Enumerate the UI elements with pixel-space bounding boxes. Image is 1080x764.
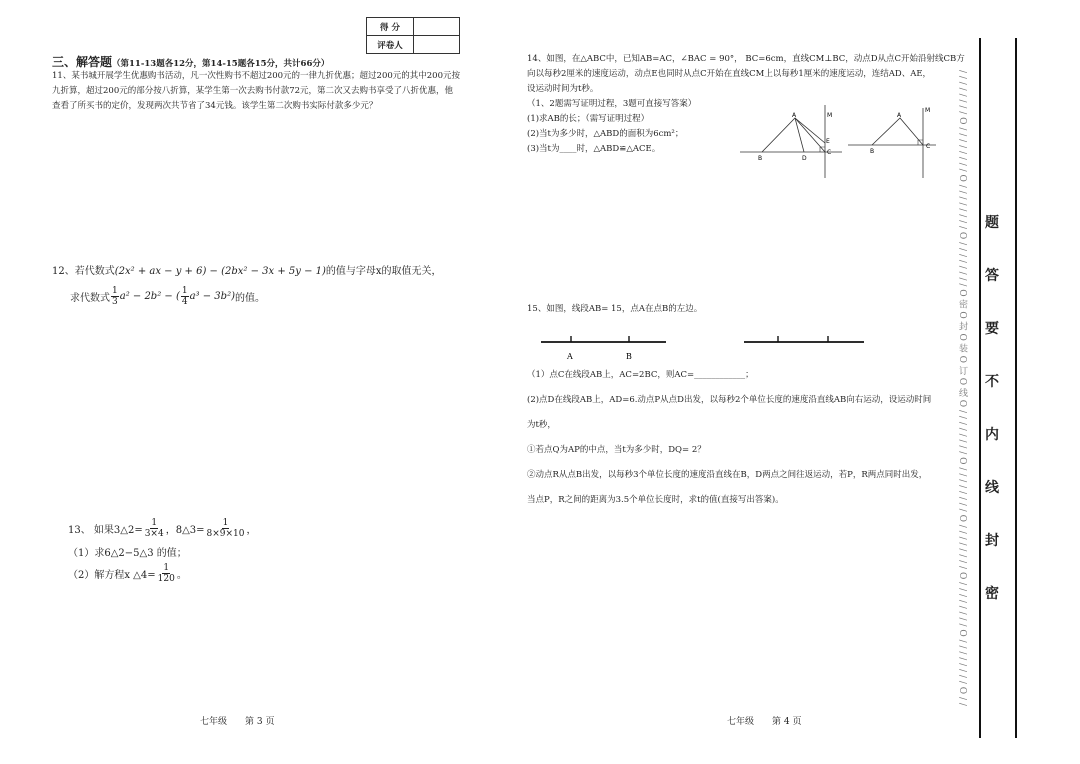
segment-label-b: B	[626, 352, 632, 361]
margin-char: 密	[985, 586, 999, 602]
q13-part2-end: 。	[176, 570, 187, 581]
q13-fraction-1	[144, 518, 165, 539]
q13-end: ，	[246, 525, 257, 536]
q15-line: (2)点D在线段AB上，AD=6.动点P从点D出发，以每秒2个单位长度的速度沿直线AB向右运动，设运动时间	[527, 395, 932, 405]
q12-fraction-1	[111, 286, 119, 307]
fig2-label-c: C	[926, 143, 931, 150]
q15-line: ①若点Q为AP的中点，当t为多少时，DQ= 2？	[527, 445, 706, 455]
question-13	[68, 518, 257, 584]
grader-label: 评卷人	[367, 36, 414, 54]
margin-char: 题	[985, 215, 999, 231]
fig1-label-a: A	[792, 112, 797, 119]
q12-expression: (2x² + ax − y + 6) − (2bx² − 3x + 5y − 1)	[114, 266, 326, 277]
q13-part1: （1）求6△2−5△3 的值；	[68, 548, 187, 559]
question-15-parts	[527, 363, 931, 513]
segment-figure-1	[540, 333, 670, 365]
fig1-label-e: E	[826, 138, 830, 145]
section-subtitle: （第11-13题各12分，第14-15题各15分，共计66分）	[112, 59, 330, 69]
margin-line-outer	[1015, 38, 1017, 738]
frac-num: 1	[222, 518, 229, 528]
margin-char: 封	[985, 533, 999, 549]
q14-line: 设运动时间为t秒。	[527, 84, 599, 94]
fig2-label-b: B	[870, 148, 875, 155]
q15-line: 为t秒，	[527, 420, 556, 430]
q15-line: 当点P，R之间的距离为3.5个单位长度时，求t的值(直接写出答案)。	[527, 495, 784, 505]
margin-char: 内	[985, 427, 999, 443]
q13-fraction-2	[206, 518, 246, 539]
q12-suffix: 的值与字母x的取值无关，	[325, 266, 442, 277]
segment-label-a: A	[567, 352, 573, 361]
q12-prefix: 12、若代数式	[52, 266, 115, 277]
q12-line2-prefix: 求代数式	[70, 293, 110, 304]
score-table	[366, 17, 460, 54]
footer-page-4: 七年级 第 4 页	[727, 717, 802, 727]
grader-cell[interactable]	[414, 36, 460, 54]
margin-char: 答	[985, 268, 999, 284]
q12-tail: a³ − 3b²)	[189, 291, 235, 302]
frac-num: 1	[181, 286, 188, 296]
triangle-figure-2	[848, 105, 938, 180]
frac-den: 3	[112, 297, 118, 307]
segment-figure-2	[742, 333, 867, 347]
q11-line: 11、某书城开展学生优惠购书活动，凡一次性购书不超过200元的一律九折优惠；超过200元的其中200元按	[52, 71, 460, 81]
fig1-label-c: C	[827, 149, 832, 156]
q11-line: 查看了所买书的定价，发现两次共节省了34元钱。该学生第二次购书实际付款多少元？	[52, 101, 378, 111]
q13-fraction-3	[157, 563, 176, 584]
q14-line: （1、2题需写证明过程，3题可直接写答案）	[527, 99, 697, 109]
q13-prefix: 13、 如果3△2=	[68, 525, 143, 536]
fig1-label-b: B	[758, 155, 763, 162]
q15-line: （1）点C在线段AB上，AC=2BC，则AC=____________；	[527, 370, 754, 380]
frac-den: 4	[181, 297, 188, 307]
margin-char: 线	[985, 480, 999, 496]
q12-line2-suffix: 的值。	[234, 293, 265, 304]
section-title-text: 三、解答题	[52, 55, 113, 69]
score-cell[interactable]	[414, 18, 460, 36]
margin-line-inner	[979, 38, 981, 738]
frac-den: 8×9×10	[206, 529, 245, 539]
q14-line: (3)当t为____时，△ABD≌△ACE。	[527, 144, 661, 154]
q14-line: 向以每秒2厘米的速度运动，动点E也同时从点C开始在直线CM上以每秒1厘米的速度运动，连结AD、AE，	[527, 69, 932, 79]
margin-char: 要	[985, 321, 999, 337]
footer-page-3: 七年级 第 3 页	[200, 717, 275, 727]
q12-fraction-2	[181, 286, 189, 307]
score-label: 得 分	[367, 18, 414, 36]
frac-num: 1	[163, 563, 170, 573]
question-12	[52, 264, 442, 307]
frac-num: 1	[151, 518, 158, 528]
question-11	[52, 69, 460, 114]
section-title	[52, 53, 329, 70]
q15-intro: 15、如图，线段AB= 15，点A在点B的左边。	[527, 304, 703, 314]
q14-line: (2)当t为多少时，△ABD的面积为6cm²；	[527, 129, 684, 139]
margin-char: 不	[985, 374, 999, 390]
fig1-label-d: D	[802, 155, 807, 162]
q13-mid: ，8△3=	[165, 525, 205, 536]
frac-den: 3×4	[144, 529, 164, 539]
fig1-label-m: M	[827, 112, 833, 119]
q14-line: 14、如图，在△ABC中，已知AB=AC，∠BAC = 90°， BC=6cm，直线CM⊥BC，动点D从点C开始沿射线CB方	[527, 54, 965, 64]
frac-num: 1	[112, 286, 118, 296]
seal-line-text: / / / / / / / / O / / / / / / / / O / / / / / / / / O / / / / / / / / O 密 O 封 O 装 O 订 O 线 O / / / / / / / / O / / / / / / / / O / / / / / / / / O / / / / / / / / O / / / / / / / / O / /	[957, 70, 967, 706]
q12-mid: a² − 2b² − (	[119, 291, 180, 302]
q11-line: 九折算，超过200元的部分按八折算，某学生第一次去购书付款72元，第二次又去购书享受了八折优惠，他	[52, 86, 454, 96]
fig2-label-a: A	[897, 112, 902, 119]
frac-den: 120	[157, 574, 175, 584]
q14-line: (1)求AB的长；（需写证明过程）	[527, 114, 650, 124]
q15-line: ②动点R从点B出发，以每秒3个单位长度的速度沿直线在B，D两点之间往返运动，若P，R两点同时出发，	[527, 470, 928, 480]
q13-part2-prefix: （2）解方程x △4=	[68, 570, 156, 581]
triangle-figure-1	[736, 105, 846, 180]
fig2-label-m: M	[925, 107, 931, 114]
